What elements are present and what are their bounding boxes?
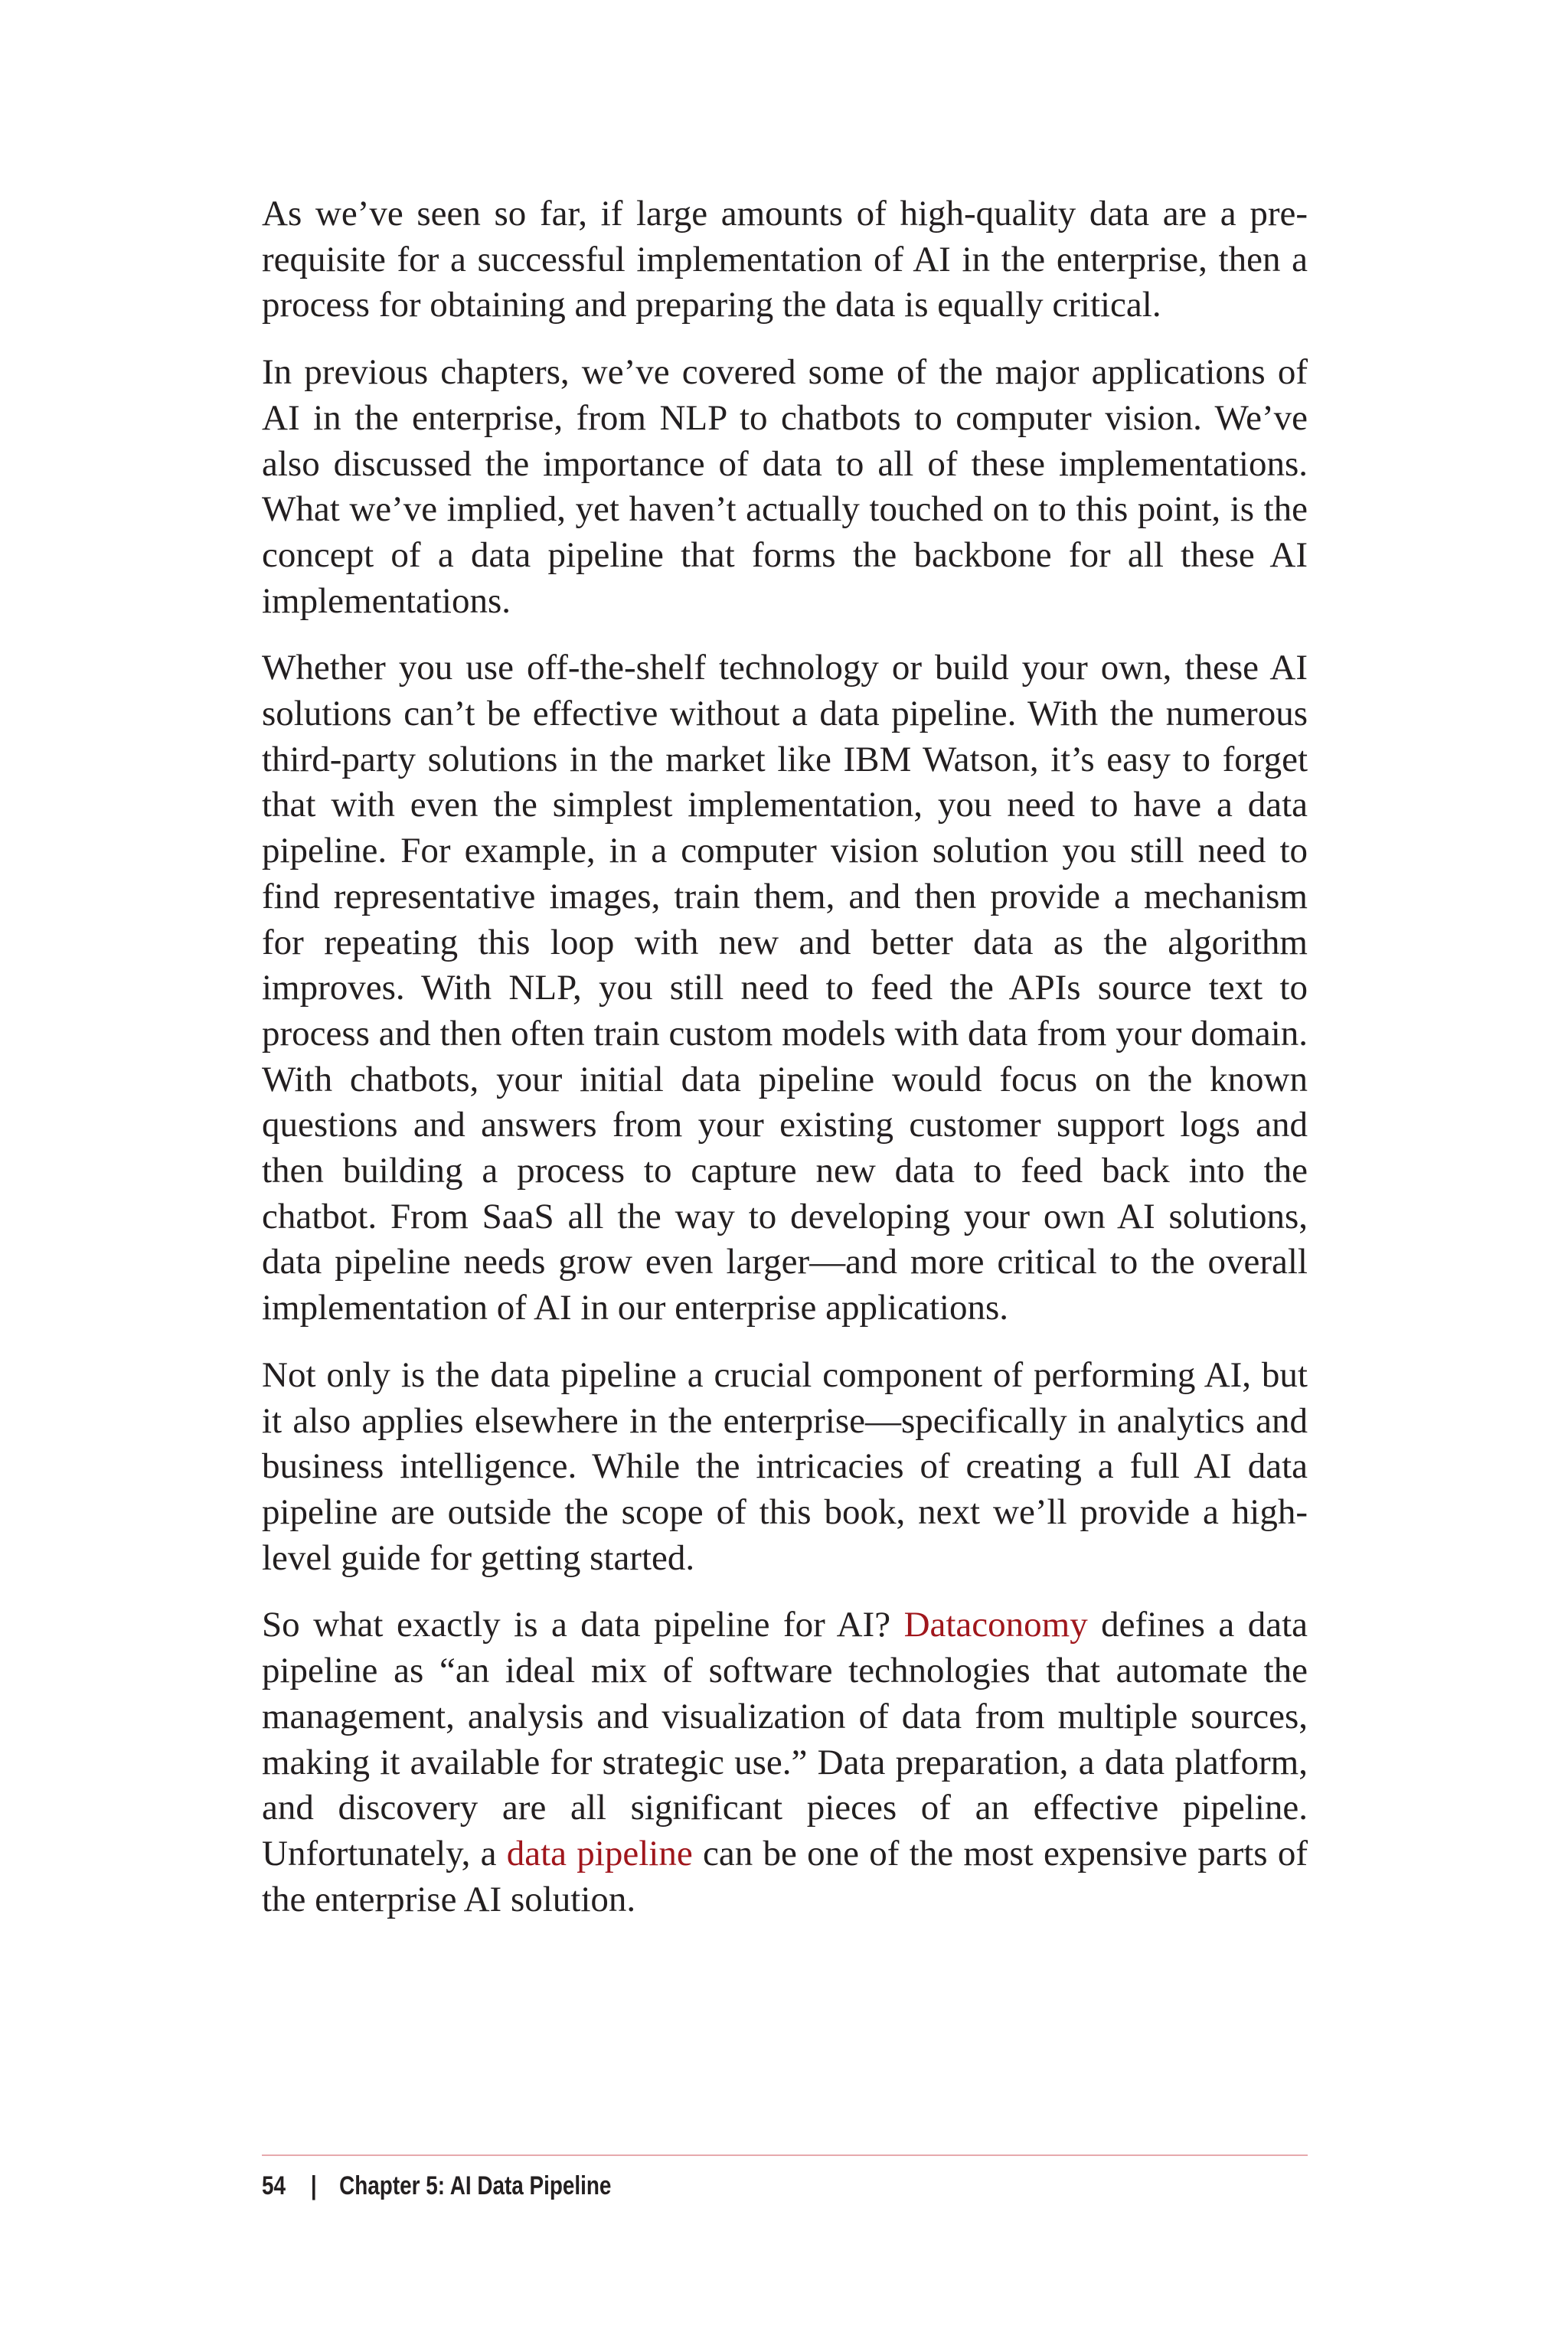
- data-pipeline-link[interactable]: data pipeline: [506, 1833, 693, 1873]
- paragraph-1: As we’ve seen so far, if large amounts of high-quality data are a prerequisite for a successful implementation of AI in the enterprise, then a process for obtaining and preparing the data is equally critical.: [262, 194, 1308, 325]
- paragraph-4: Not only is the data pipeline a crucial component of performing AI, but it also applies elsewhere in the enterprise—specifically in analytics and business intelligence. While the intricacies of creating a full AI data pipeline are outside the scope of this book, next we’ll provide a high-level guide for getting started.: [262, 1354, 1308, 1578]
- footer-divider: [262, 2154, 1308, 2156]
- chapter-title: Chapter 5: AI Data Pipeline: [339, 2171, 612, 2200]
- paragraph-5-text-b: defines a data pipeline as “an ideal mix of software technologies that automate the management, analysis and visualization of data from multiple sources, making it available for strategic use.” Data preparation, a data platform, and discovery are all significant pieces of an effective pipeline. Unfortunately, a: [262, 1605, 1308, 1873]
- paragraph-5-text-c: can be one of the most expensive parts of the enterprise AI solution.: [262, 1833, 1308, 1919]
- paragraph-2: In previous chapters, we’ve covered some of the major applications of AI in the enterprise, from NLP to chatbots to computer vision. We’ve also discussed the importance of data to all of these implementations. What we’ve implied, yet haven’t actually touched on to this point, is the concept of a data pipeline that forms the backbone for all these AI implementations.: [262, 352, 1308, 621]
- paragraph-5-text-a: So what exactly is a data pipeline for AI?: [262, 1605, 904, 1645]
- footer-separator: |: [310, 2171, 317, 2200]
- body-text: [262, 191, 1308, 1944]
- paragraph-5: [262, 1602, 1308, 1922]
- page-footer: [262, 2167, 611, 2205]
- dataconomy-link[interactable]: Dataconomy: [903, 1605, 1088, 1645]
- paragraph-3: Whether you use off-the-shelf technology or build your own, these AI solutions can’t be effective without a data pipeline. With the numerous third-party solutions in the market like IBM Watson, it’s easy to forget that with even the simplest implementation, you need to have a data pipeline. For example, in a computer vision solution you still need to find representative images, train them, and then provide a mechanism for repeating this loop with new and better data as the algorithm improves. With NLP, you still need to feed the APIs source text to process and then often train custom models with data from your domain. With chatbots, your initial data pipeline would focus on the known questions and answers from your existing customer support logs and then building a process to capture new data to feed back into the chatbot. From SaaS all the way to developing your own AI solutions, data pipeline needs grow even larger—and more critical to the overall implementation of AI in our enterprise applications.: [262, 648, 1308, 1328]
- page-number: 54: [262, 2171, 286, 2200]
